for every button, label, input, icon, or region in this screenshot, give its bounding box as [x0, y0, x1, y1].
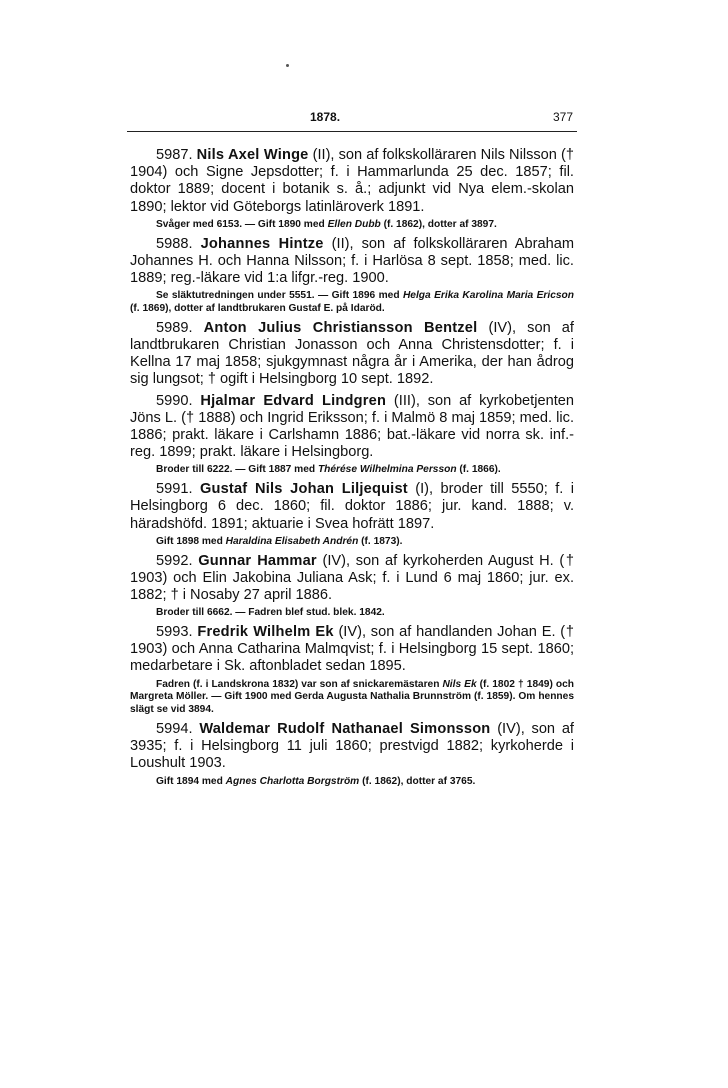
note-text: Se släktutredningen under 5551. — Gift 1896 med — [156, 290, 403, 302]
entry-5990 — [130, 393, 574, 478]
running-header — [130, 110, 575, 128]
note-spouse: Agnes Charlotta Borgström — [225, 775, 360, 787]
entry-main — [130, 624, 574, 676]
entry-5988 — [130, 236, 574, 316]
entry-text: (II), son af folkskolläraren Abraham Johannes H. och Hanna Nilsson; f. i Harlösa 8 sept. 1858; med. lic. 1889; reg.-läkare vid 1:a lifgr.-reg. 1900. — [130, 235, 575, 287]
entry-note — [130, 679, 574, 717]
entry-name: Fredrik Wilhelm Ek — [197, 624, 334, 641]
note-text: Gift 1898 med — [156, 535, 226, 547]
note-spouse: Ellen Dubb — [327, 218, 381, 230]
entry-5991 — [130, 481, 574, 548]
entry-text: (II), son af folkskolläraren Nils Nilsson († 1904) och Signe Jepsdotter; f. i Hammarlunda 25 dec. 1857; fil. doktor 1889; docent i botanik s. å.; adjunkt vid Nya elem.-skolan 1890; lektor vid Göteborgs latinläroverk 1891. — [130, 147, 575, 215]
entry-main — [130, 147, 574, 216]
note-person: Nils Ek — [442, 678, 477, 690]
entry-note — [130, 464, 574, 477]
entry-5993 — [130, 624, 574, 717]
entry-5994 — [130, 721, 574, 788]
note-text-end: (f. 1862), dotter af 3897. — [380, 218, 497, 230]
note-text-end: (f. 1862), dotter af 3765. — [359, 775, 476, 787]
note-text-end: (f. 1873). — [358, 535, 403, 547]
entry-5992 — [130, 553, 574, 620]
entry-number: 5988. — [156, 235, 193, 252]
entry-text: (I), broder till 5550; f. i Helsingborg 6 dec. 1860; fil. doktor 1886; jur. kand. 1888; v. häradshöfd. 1891; aktuarie i Svea hofrätt 1897. — [130, 481, 574, 532]
entry-main — [130, 320, 574, 389]
entry-number: 5994. — [156, 721, 193, 738]
note-text-end: (f. 1869), dotter af landtbrukaren Gustaf E. på Idaröd. — [130, 303, 385, 315]
entry-name: Gustaf Nils Johan Liljequist — [199, 481, 408, 498]
entry-number: 5993. — [156, 624, 193, 641]
note-spouse: Helga Erika Karolina Maria Ericson — [402, 290, 574, 302]
entry-name: Anton Julius Christiansson Bentzel — [203, 319, 478, 336]
note-text: Svåger med 6153. — Gift 1890 med — [156, 218, 328, 230]
entry-name: Johannes Hintze — [200, 235, 324, 252]
entry-main — [130, 553, 574, 605]
entry-number: 5990. — [156, 392, 193, 409]
entry-main — [130, 481, 574, 533]
note-spouse: Thérése Wilhelmina Persson — [317, 464, 457, 476]
entry-name: Gunnar Hammar — [198, 552, 317, 569]
entry-5987 — [130, 147, 574, 232]
note-text-end: (f. 1866). — [456, 464, 501, 476]
entry-text: (IV), son af landtbrukaren Christian Jonasson och Anna Christensdotter; f. i Kellna 17 maj 1858; sjukgymnast några år i Amerika, der han ådrog sig lungsot; † ogift i Helsingborg 10 sept. 1892. — [130, 319, 574, 388]
entry-number: 5987. — [156, 147, 193, 163]
entry-text: (IV), son af 3935; f. i Helsingborg 11 juli 1860; prestvigd 1882; kyrkoherde i Loushult 1903. — [130, 721, 574, 772]
entry-main — [130, 393, 574, 462]
note-spouse: Haraldina Elisabeth Andrén — [225, 535, 359, 547]
note-text: Broder till 6662. — Fadren blef stud. blek. 1842. — [156, 607, 385, 619]
entry-note — [130, 219, 574, 232]
entry-note — [130, 607, 574, 620]
note-text: Broder till 6222. — Gift 1887 med — [156, 464, 318, 476]
entry-text: (IV), son af handlanden Johan E. († 1903) och Anna Catharina Malmqvist; f. i Helsingborg 15 sept. 1860; medarbetare i Sk. aftonbladet sedan 1895. — [130, 624, 574, 675]
entry-main — [130, 236, 574, 288]
entry-number: 5989. — [156, 319, 193, 336]
print-speck — [286, 64, 289, 67]
header-year: 1878. — [310, 110, 341, 124]
entry-note — [130, 776, 574, 789]
entry-note — [130, 290, 574, 316]
entry-number: 5991. — [156, 481, 193, 498]
note-text: Gift 1894 med — [156, 775, 226, 787]
note-text-end: (f. 1802 † 1849) och Margreta Möller. — Gift 1900 med Gerda Augusta Nathalia Brunnström (f. 1859). Om hennes slägt se vid 3894. — [130, 678, 574, 716]
entry-main — [130, 721, 574, 773]
entry-name: Nils Axel Winge — [196, 147, 309, 163]
entry-note — [130, 536, 574, 549]
page-number: 377 — [552, 110, 573, 124]
entry-5989 — [130, 320, 574, 389]
note-text: Fadren (f. i Landskrona 1832) var son af snickaremästaren — [156, 678, 443, 690]
entry-name: Hjalmar Edvard Lindgren — [200, 392, 387, 409]
entry-number: 5992. — [156, 552, 193, 569]
entry-name: Waldemar Rudolf Nathanael Simonsson — [199, 721, 491, 738]
entry-text: (IV), son af kyrkoherden August H. († 1903) och Elin Jakobina Juliana Ask; f. i Lund 6 maj 1860; jur. ex. 1882; † i Nosaby 27 april 1886. — [130, 552, 575, 604]
entries-list — [130, 147, 574, 792]
header-rule — [127, 131, 577, 132]
entry-text: (III), son af kyrkobetjenten Jöns L. († 1888) och Ingrid Eriksson; f. i Malmö 8 maj 1859; med. lic. 1886; prakt. läkare i Carlshamn 1886; bat.-läkare vid norra sk. inf.-reg. 1899; prakt. läkare i Helsingborg. — [130, 392, 574, 461]
